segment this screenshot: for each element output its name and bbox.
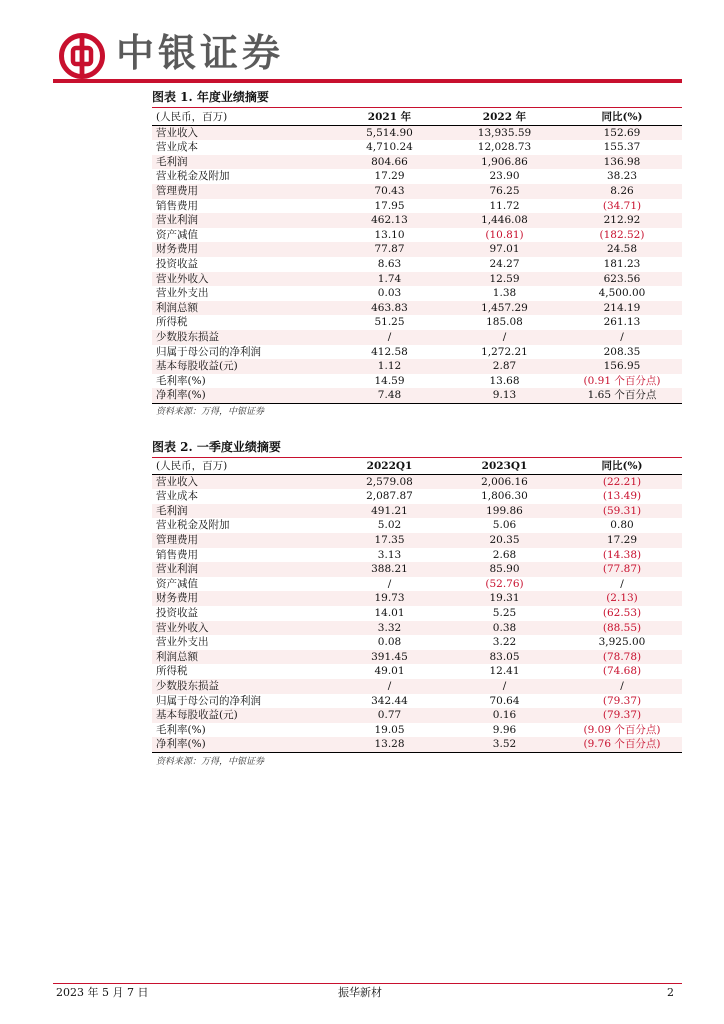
table-row [152, 606, 682, 621]
table-cell: 1.74 [332, 272, 447, 287]
table-cell: 1.12 [332, 359, 447, 374]
row-label: 管理费用 [152, 533, 332, 548]
row-label: 营业成本 [156, 490, 198, 503]
table-cell: 2.68 [492, 548, 517, 561]
table-cell: (0.91 个百分点) [583, 374, 661, 387]
company-name: 振华新材 [338, 986, 382, 999]
report-header [0, 0, 724, 84]
table-row [152, 548, 682, 563]
footer-divider [53, 983, 682, 984]
figure-2-title-text: 图表 2. 一季度业绩摘要 [152, 440, 281, 454]
table-row [152, 708, 682, 723]
table-cell: 185.08 [486, 316, 523, 329]
table-cell: 199.86 [447, 504, 562, 519]
table-cell: 1,272.21 [481, 345, 528, 358]
table-cell: 3.52 [447, 737, 562, 752]
column-header: 同比(%) [562, 110, 682, 125]
table-cell: (14.38) [602, 548, 642, 561]
table-row [152, 664, 682, 679]
table-cell: / [562, 679, 682, 694]
table-cell: 0.03 [377, 287, 402, 300]
table-row [152, 213, 682, 228]
table-row [152, 489, 682, 504]
row-label: 销售费用 [156, 548, 198, 561]
figure-1-source-note: 资料来源：万得，中银证券 [156, 407, 265, 417]
row-label: 资产减值 [156, 228, 198, 241]
table-cell: 5.06 [492, 519, 517, 532]
table-cell: / [620, 577, 624, 590]
row-label: 营业外支出 [156, 287, 209, 300]
figure-2-title-rule [152, 457, 682, 458]
row-label: 毛利润 [152, 504, 332, 519]
table-cell: 2,087.87 [366, 490, 413, 503]
table-cell: (77.87) [562, 562, 682, 577]
table-row [152, 257, 682, 272]
table-cell: 181.23 [603, 257, 641, 270]
table-cell: 2.87 [447, 359, 562, 374]
row-label: 财务费用 [152, 591, 332, 606]
column-header: 2022Q1 [332, 459, 447, 474]
column-header: 2022 年 [447, 110, 562, 125]
table-cell: 9.96 [492, 723, 517, 736]
table-cell: (78.78) [562, 650, 682, 665]
table-cell: 13.10 [374, 228, 405, 241]
table-cell: 20.35 [447, 533, 562, 548]
table-cell: 12,028.73 [477, 141, 532, 154]
brand-name: 中银证券 [116, 31, 285, 75]
table-row [152, 286, 682, 301]
table-cell: 17.29 [562, 533, 682, 548]
table-row [152, 635, 682, 650]
row-label: 基本每股收益(元) [152, 708, 332, 723]
row-label: 营业收入 [152, 474, 332, 489]
table-cell: 17.29 [374, 170, 405, 183]
table-cell: 38.23 [606, 170, 638, 183]
table-cell: 1,806.30 [481, 490, 528, 503]
report-date: 2023 年 5 月 7 日 [56, 986, 149, 999]
table-cell: 17.95 [374, 199, 405, 212]
table-cell: (182.52) [599, 228, 645, 241]
column-header: 同比(%) [562, 459, 682, 474]
row-label: 投资收益 [156, 606, 198, 619]
row-label: 所得税 [156, 316, 188, 329]
table-cell: 13.68 [489, 374, 520, 387]
table-row [152, 315, 682, 330]
table-cell: 462.13 [332, 213, 447, 228]
row-label: 财务费用 [152, 242, 332, 257]
table-cell: 412.58 [371, 345, 408, 358]
row-label: 毛利率(%) [156, 374, 206, 387]
table-cell: (13.49) [602, 490, 642, 503]
table-cell: 8.63 [377, 257, 402, 270]
row-label: 营业利润 [152, 213, 332, 228]
table-cell: 804.66 [332, 155, 447, 170]
table-cell: 212.92 [562, 213, 682, 228]
table-cell: 8.26 [562, 184, 682, 199]
table-cell: 0.77 [332, 708, 447, 723]
table-cell: (9.09 个百分点) [583, 723, 661, 736]
table-cell: (34.71) [602, 199, 642, 212]
table-row [152, 577, 682, 592]
table-row [152, 621, 682, 636]
column-header: (人民币，百万) [152, 459, 332, 474]
table-cell: 13,935.59 [447, 125, 562, 140]
table-cell: (52.76) [485, 577, 524, 590]
row-label: 利润总额 [152, 650, 332, 665]
table-cell: (88.55) [562, 621, 682, 636]
table-cell: 76.25 [447, 184, 562, 199]
table-cell: 83.05 [447, 650, 562, 665]
table-row [152, 562, 682, 577]
table-cell: 342.44 [371, 694, 408, 707]
table-cell: 391.45 [332, 650, 447, 665]
table-cell: 24.27 [489, 257, 520, 270]
header-divider [53, 79, 682, 83]
row-label: 营业外收入 [152, 272, 332, 287]
table-cell: 388.21 [332, 562, 447, 577]
table-cell: 1,457.29 [447, 301, 562, 316]
figure-2-title [152, 438, 682, 456]
row-label: 营业利润 [152, 562, 332, 577]
table-row [152, 650, 682, 665]
row-label: 资产减值 [156, 577, 198, 590]
table-cell: 261.13 [603, 316, 641, 329]
table-row [152, 723, 682, 738]
table-cell: (74.68) [602, 665, 642, 678]
table-cell: 3,925.00 [598, 636, 646, 649]
table-row [152, 125, 682, 140]
table-row [152, 345, 682, 360]
table-row [152, 388, 682, 403]
table-cell: 9.13 [447, 388, 562, 403]
figure-1-title-text: 图表 1. 年度业绩摘要 [152, 90, 269, 104]
table-row [152, 591, 682, 606]
table-row [152, 533, 682, 548]
row-label: 营业税金及附加 [156, 170, 230, 183]
bank-of-china-logo-icon [58, 32, 106, 80]
row-label: 营业收入 [152, 125, 332, 140]
row-label: 利润总额 [152, 301, 332, 316]
table-row [152, 330, 682, 345]
table-cell: / [447, 679, 562, 694]
column-header: (人民币，百万) [152, 110, 332, 125]
table-cell: 0.08 [377, 636, 402, 649]
figure-1-title-rule [152, 107, 682, 108]
table-cell: 1.65 个百分点 [562, 388, 682, 403]
table-cell: 49.01 [374, 665, 405, 678]
table-cell: 19.31 [447, 591, 562, 606]
table-cell: / [332, 330, 447, 345]
page-number: 2 [667, 986, 674, 999]
table-row [152, 694, 682, 709]
table-header-row [152, 110, 682, 125]
row-label: 净利率(%) [152, 388, 332, 403]
row-label: 基本每股收益(元) [152, 359, 332, 374]
table-cell: 85.90 [447, 562, 562, 577]
table-cell: 7.48 [332, 388, 447, 403]
table-cell: 11.72 [489, 199, 520, 212]
table-row [152, 301, 682, 316]
table-cell: / [387, 577, 392, 590]
table-cell: (79.37) [602, 694, 642, 707]
table-row [152, 242, 682, 257]
row-label: 营业成本 [156, 141, 198, 154]
table-row [152, 518, 682, 533]
table-row [152, 155, 682, 170]
row-label: 毛利润 [152, 155, 332, 170]
table-cell: 19.73 [332, 591, 447, 606]
table-cell: 491.21 [332, 504, 447, 519]
row-label: 投资收益 [156, 257, 198, 270]
table-cell: 3.32 [332, 621, 447, 636]
table-row [152, 737, 682, 752]
table-cell: (79.37) [562, 708, 682, 723]
table-cell: 51.25 [374, 316, 405, 329]
table-cell: 14.59 [374, 374, 405, 387]
table-cell: 2,579.08 [332, 474, 447, 489]
table-cell: 0.38 [447, 621, 562, 636]
table-cell: 155.37 [603, 141, 641, 154]
table-cell: 17.35 [332, 533, 447, 548]
row-label: 少数股东损益 [152, 679, 332, 694]
figure-1-title [152, 88, 682, 106]
table-row [152, 140, 682, 155]
table-row [152, 374, 682, 389]
table-cell: 12.41 [489, 665, 520, 678]
row-label: 毛利率(%) [156, 723, 206, 736]
table-row [152, 679, 682, 694]
table-cell: (59.31) [562, 504, 682, 519]
table-row [152, 504, 682, 519]
table-cell: 4,710.24 [366, 141, 413, 154]
table-cell: 208.35 [603, 345, 641, 358]
table-cell: (2.13) [562, 591, 682, 606]
table-cell: 13.28 [332, 737, 447, 752]
table-row [152, 169, 682, 184]
table-row [152, 184, 682, 199]
table-cell: 5,514.90 [332, 125, 447, 140]
table-cell: 4,500.00 [598, 287, 646, 300]
table-row [152, 199, 682, 214]
table-cell: 152.69 [562, 125, 682, 140]
table-cell: 12.59 [447, 272, 562, 287]
table-cell: 97.01 [447, 242, 562, 257]
row-label: 净利率(%) [152, 737, 332, 752]
table-cell: 19.05 [374, 723, 405, 736]
table-cell: 463.83 [332, 301, 447, 316]
table-cell: 1,446.08 [447, 213, 562, 228]
table-cell: 2,006.16 [447, 474, 562, 489]
table-cell: 136.98 [562, 155, 682, 170]
table-cell: 3.13 [377, 548, 402, 561]
table-cell: 5.25 [492, 606, 517, 619]
row-label: 销售费用 [156, 199, 198, 212]
table-cell: 0.16 [447, 708, 562, 723]
row-label: 营业外支出 [156, 636, 209, 649]
row-label: 少数股东损益 [152, 330, 332, 345]
table-row [152, 359, 682, 374]
column-header: 2021 年 [332, 110, 447, 125]
table-cell: / [332, 679, 447, 694]
row-label: 所得税 [156, 665, 188, 678]
table-row [152, 272, 682, 287]
table-cell: 156.95 [562, 359, 682, 374]
row-label: 营业外收入 [152, 621, 332, 636]
table-cell: 24.58 [562, 242, 682, 257]
table-cell: 1.38 [492, 287, 517, 300]
table-cell: (22.21) [562, 474, 682, 489]
table-cell: 77.87 [332, 242, 447, 257]
table-cell: 70.43 [332, 184, 447, 199]
table-row [152, 228, 682, 243]
table-cell: 14.01 [374, 606, 405, 619]
table-cell: (9.76 个百分点) [562, 737, 682, 752]
table-cell: / [447, 330, 562, 345]
table-cell: 1,906.86 [447, 155, 562, 170]
table-cell: 0.80 [610, 519, 634, 532]
table-row [152, 474, 682, 489]
table-cell: / [562, 330, 682, 345]
column-header: 2023Q1 [447, 459, 562, 474]
table-header-row [152, 459, 682, 474]
table-cell: 70.64 [489, 694, 520, 707]
annual-results-table [152, 110, 682, 404]
table-cell: 3.22 [492, 636, 517, 649]
q1-results-table [152, 459, 682, 753]
figure-2-source-note: 资料来源：万得，中银证券 [156, 757, 265, 767]
table-cell: (62.53) [602, 606, 642, 619]
row-label: 营业税金及附加 [156, 519, 230, 532]
table-cell: 23.90 [489, 170, 520, 183]
table-cell: 214.19 [562, 301, 682, 316]
table-cell: (10.81) [485, 228, 524, 241]
row-label: 归属于母公司的净利润 [156, 694, 261, 707]
row-label: 管理费用 [152, 184, 332, 199]
table-cell: 623.56 [562, 272, 682, 287]
row-label: 归属于母公司的净利润 [156, 345, 261, 358]
table-cell: 5.02 [377, 519, 402, 532]
